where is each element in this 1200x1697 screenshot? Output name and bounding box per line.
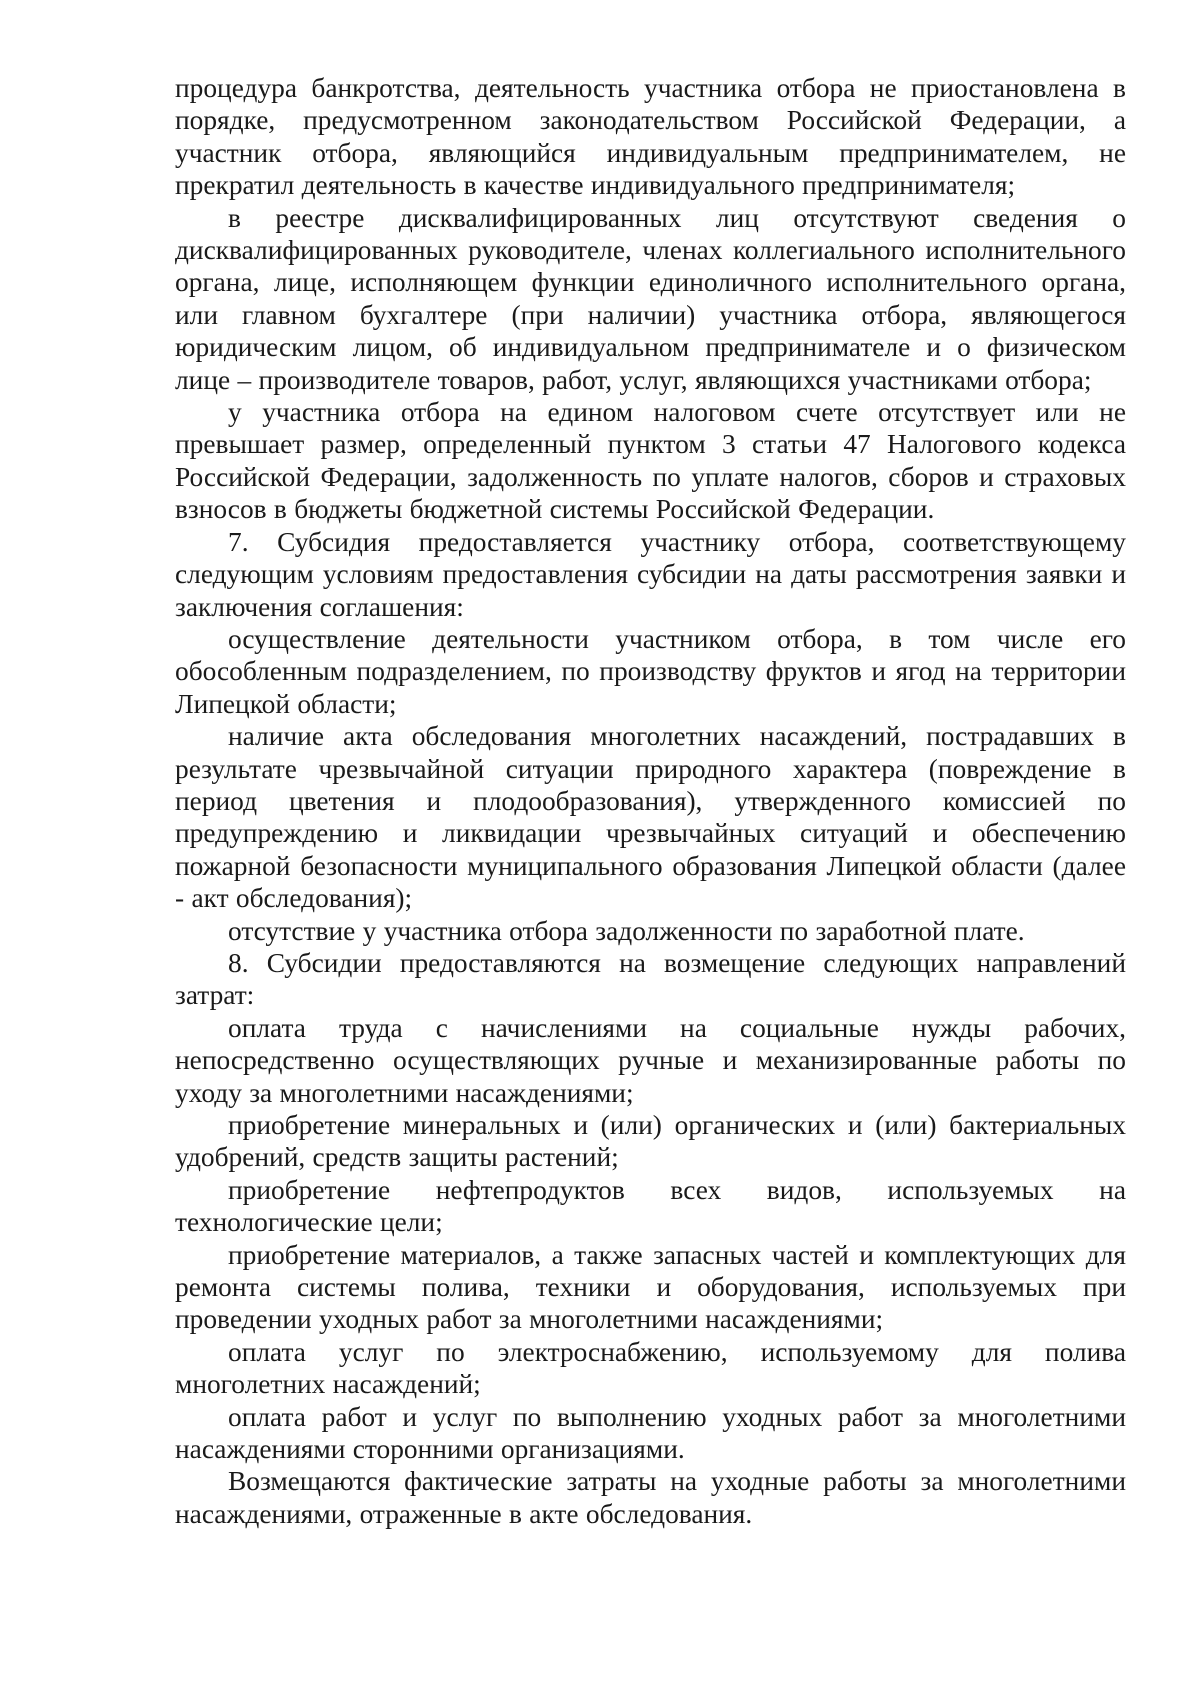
paragraph-bankruptcy-continuation: процедура банкротства, деятельность участника отбора не приостановлена в порядке, предусмотренном законодательством Российской Федерации, а участник отбора, являющийся индивидуальным предпринимателем, не прекратил деятельность в качестве индивидуального предпринимателя; (175, 73, 1126, 201)
paragraph-no-wage-debt: отсутствие у участника отбора задолженности по заработной плате. (228, 915, 1025, 946)
paragraph-disqualified-registry: в реестре дисквалифицированных лиц отсутствуют сведения о дисквалифицированных руководителе, членах коллегиального исполнительного органа, лице, исполняющем функции единоличного исполнительного органа, или главном бухгалтере (при наличии) участника отбора, являющегося юридическим лицом, об индивидуальном предпринимателе и о физическом лице – производителе товаров, работ, услуг, являющихся участниками отбора; (175, 202, 1126, 395)
paragraph-labor-payment: оплата труда с начислениями на социальные нужды рабочих, непосредственно осуществляющих ручные и механизированные работы по уходу за многолетними насаждениями; (175, 1012, 1126, 1108)
paragraph-inspection-act: наличие акта обследования многолетних насаждений, пострадавших в результате чрезвычайной ситуации природного характера (повреждение в период цветения и плодообразования), утвержденного комиссией по предупреждению и ликвидации чрезвычайных ситуаций и обеспечению пожарной безопасности муниципального образования Липецкой области (далее - акт обследования); (175, 721, 1126, 914)
paragraph-clause-7: 7. Субсидия предоставляется участнику отбора, соответствующему следующим условиям предоставления субсидии на даты рассмотрения заявки и заключения соглашения: (175, 526, 1126, 622)
document-body (175, 72, 1126, 1530)
paragraph-activity-condition: осуществление деятельности участником отбора, в том числе его обособленным подразделением, по производству фруктов и ягод на территории Липецкой области; (175, 623, 1126, 719)
paragraph-electricity: оплата услуг по электроснабжению, используемому для полива многолетних насаждений; (175, 1336, 1126, 1400)
paragraph-fertilizers: приобретение минеральных и (или) органических и (или) бактериальных удобрений, средств защиты растений; (175, 1110, 1126, 1173)
paragraph-actual-costs: Возмещаются фактические затраты на уходные работы за многолетними насаждениями, отраженные в акте обследования. (175, 1466, 1126, 1529)
paragraph-clause-8: 8. Субсидии предоставляются на возмещение следующих направлений затрат: (175, 947, 1126, 1011)
paragraph-tax-debt: у участника отбора на едином налоговом счете отсутствует или не превышает размер, определенный пунктом 3 статьи 47 Налогового кодекса Российской Федерации, задолженность по уплате налогов, сборов и страховых взносов в бюджеты бюджетной системы Российской Федерации. (175, 397, 1126, 525)
paragraph-petroleum: приобретение нефтепродуктов всех видов, используемых на технологические цели; (175, 1174, 1126, 1238)
paragraph-contractor-services: оплата работ и услуг по выполнению уходных работ за многолетними насаждениями сторонними организациями. (175, 1401, 1126, 1465)
paragraph-materials: приобретение материалов, а также запасных частей и комплектующих для ремонта системы полива, техники и оборудования, используемых при проведении уходных работ за многолетними насаждениями; (175, 1239, 1126, 1335)
